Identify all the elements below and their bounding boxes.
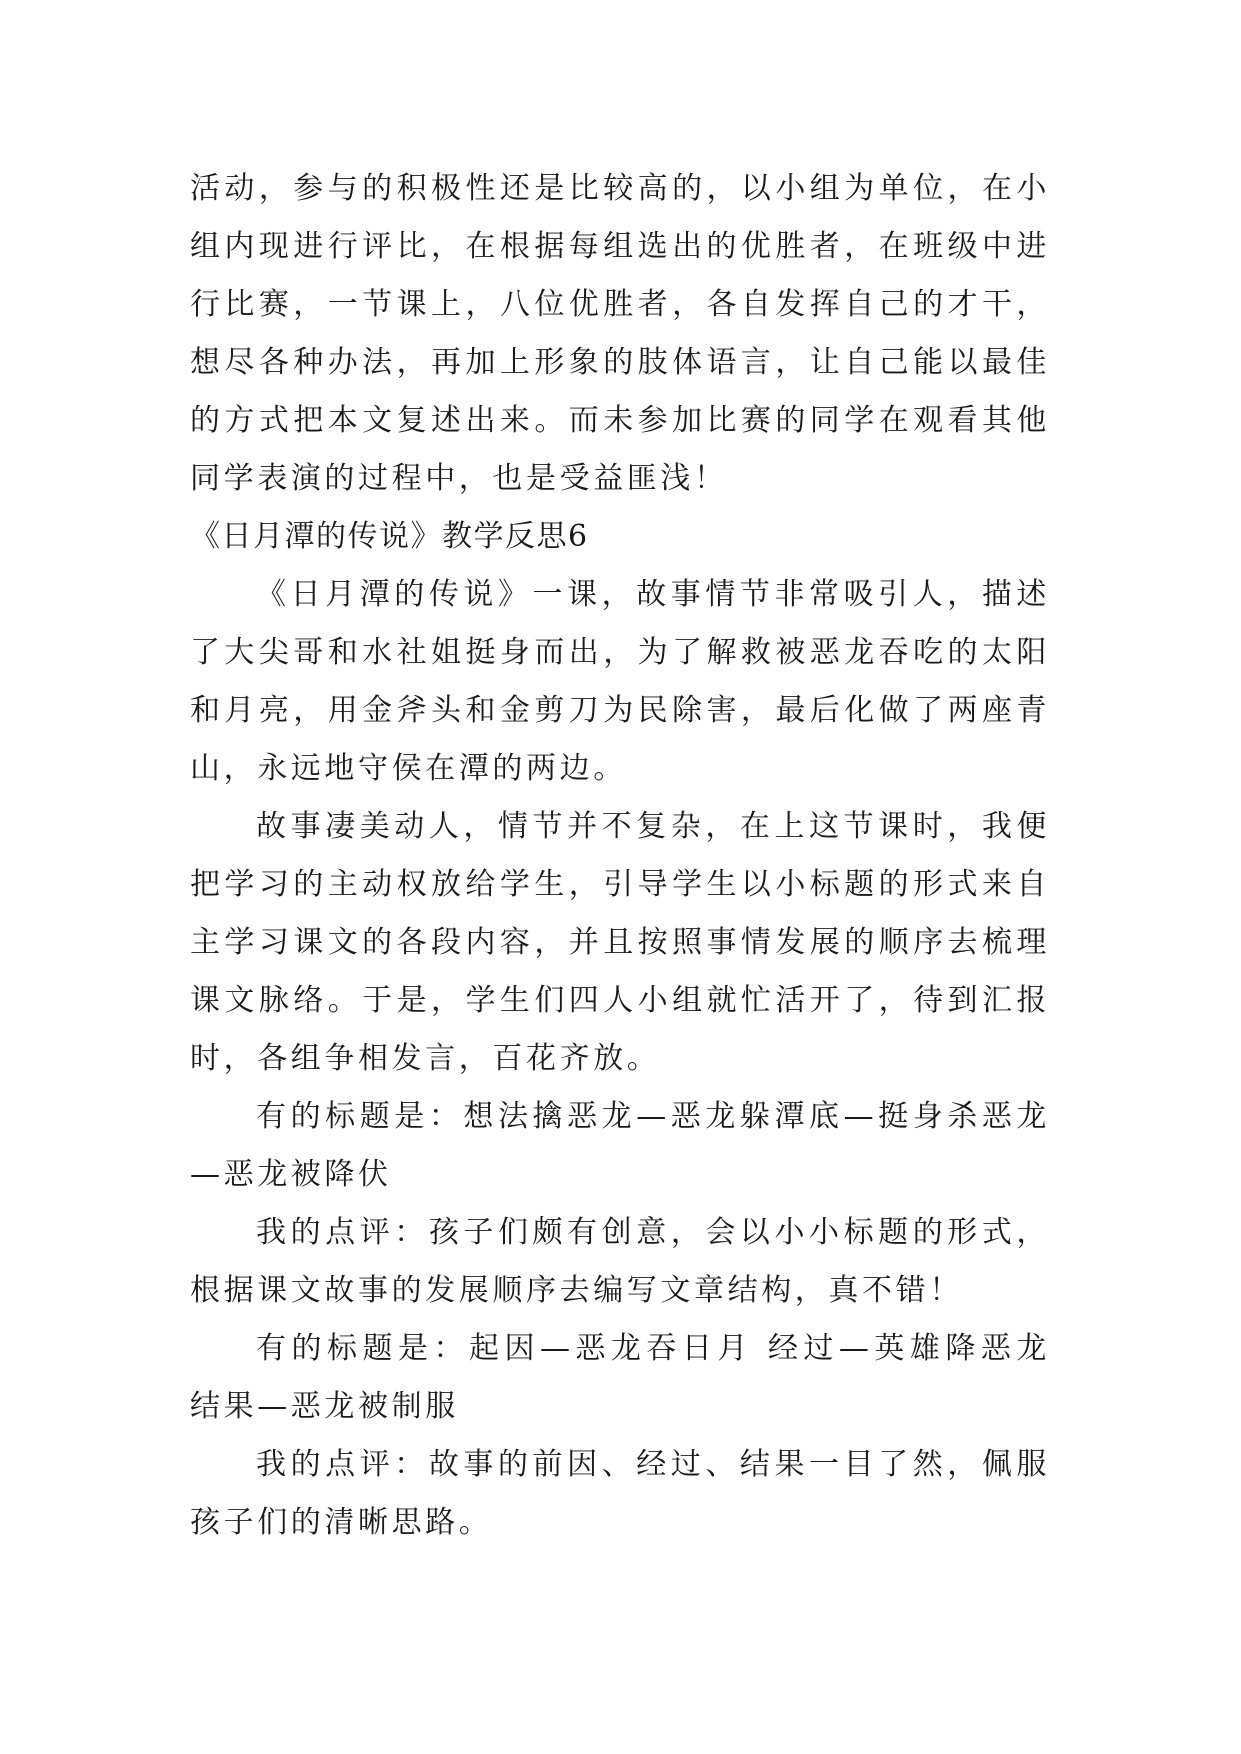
body-paragraph: 《日月潭的传说》一课，故事情节非常吸引人，描述了大尖哥和水社姐挺身而出，为了解救被恶龙吞吃的太阳和月亮，用金斧头和金剪刀为民除害，最后化做了两座青山，永远地守侯在潭的两边。 (190, 577, 1050, 786)
body-paragraph: 有的标题是：想法擒恶龙—恶龙躲潭底—挺身杀恶龙—恶龙被降伏 (190, 1099, 1050, 1192)
section-heading: 《日月潭的传说》教学反思6 (190, 519, 589, 554)
body-paragraph: 活动，参与的积极性还是比较高的，以小组为单位，在小组内现进行评比，在根据每组选出的优胜者，在班级中进行比赛，一节课上，八位优胜者，各自发挥自己的才干，想尽各种办法，再加上形象的肢体语言，让自己能以最佳的方式把本文复述出来。而未参加比赛的同学在观看其他同学表演的过程中，也是受益匪浅！ (190, 171, 1050, 496)
body-paragraph: 我的点评：孩子们颇有创意，会以小小标题的形式，根据课文故事的发展顺序去编写文章结构，真不错！ (190, 1215, 1050, 1308)
body-paragraph: 有的标题是：起因—恶龙吞日月 经过—英雄降恶龙 结果—恶龙被制服 (190, 1331, 1050, 1424)
body-paragraph: 我的点评：故事的前因、经过、结果一目了然，佩服孩子们的清晰思路。 (190, 1447, 1050, 1540)
body-paragraph: 故事凄美动人，情节并不复杂，在上这节课时，我便把学习的主动权放给学生，引导学生以小标题的形式来自主学习课文的各段内容，并且按照事情发展的顺序去梳理课文脉络。于是，学生们四人小组就忙活开了，待到汇报时，各组争相发言，百花齐放。 (190, 809, 1050, 1076)
document-body (190, 160, 1050, 1552)
